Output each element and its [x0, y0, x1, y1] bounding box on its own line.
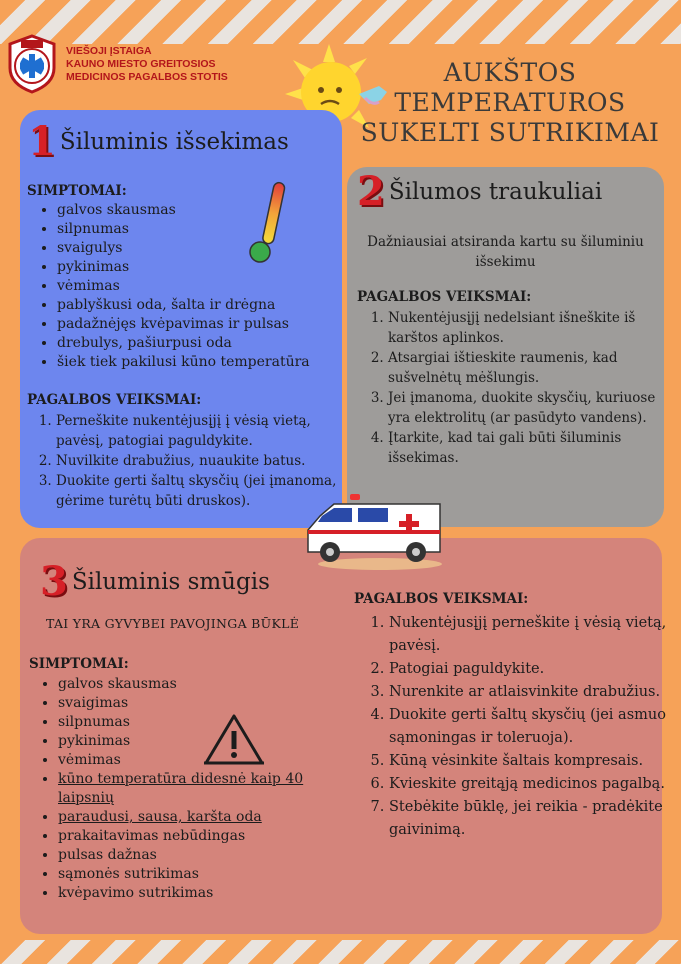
list-item: • silpnumas — [58, 713, 348, 732]
list-item: • padažnėjęs kvėpavimas ir pulsas — [57, 315, 310, 334]
list-item: • svaigulys — [57, 239, 310, 258]
section-2-note: Dažniausiai atsiranda kartu su šiluminiu išsekimu — [367, 234, 644, 270]
section-3-danger-note: TAI YRA GYVYBEI PAVOJINGA BŪKLĖ — [46, 616, 300, 631]
section-1-symptoms-list — [37, 201, 310, 372]
section-3-heading — [40, 558, 270, 605]
list-item: 1. Nukentėjusįjį nedelsiant išneškite iš karštos aplinkos. — [388, 308, 674, 348]
section-2-number: 2 — [357, 168, 385, 215]
section-3-symptoms-label: SIMPTOMAI: — [29, 656, 129, 672]
list-item: • svaigimas — [58, 694, 348, 713]
section-1-symptoms-label: SIMPTOMAI: — [27, 183, 127, 199]
section-2-heading — [357, 168, 603, 215]
org-line-1: VIEŠOJI ĮSTAIGA — [66, 44, 152, 57]
list-item: 6. Kvieskite greitąją medicinos pagalbą. — [389, 773, 671, 796]
ambulance-icon — [300, 490, 446, 572]
list-item: • drebulys, pašiurpusi oda — [57, 334, 310, 353]
title-line-3: SUKELTI SUTRIKIMAI — [360, 118, 660, 147]
list-item: 2. Atsargiai ištieskite raumenis, kad sušvelnėtų mėšlungis. — [388, 348, 674, 388]
list-item: • pulsas dažnas — [58, 846, 348, 865]
ambulance-station-logo-icon — [6, 34, 58, 94]
list-item: • galvos skausmas — [58, 675, 348, 694]
list-item: • kvėpavimo sutrikimas — [58, 884, 348, 903]
list-item: 3. Jei įmanoma, duokite skysčių, kuriuose yra elektrolitų (ar pasūdyto vandens). — [388, 388, 674, 428]
organization-header — [6, 34, 228, 94]
title-line-1: AUKŠTOS — [443, 58, 577, 87]
section-3-actions-list — [369, 612, 671, 842]
list-item: 1. Perneškite nukentėjusįjį į vėsią vietą, pavėsį, patogiai paguldykite. — [56, 411, 352, 451]
list-item: • prakaitavimas nebūdingas — [58, 827, 348, 846]
section-1-actions-label: PAGALBOS VEIKSMAI: — [27, 392, 202, 408]
list-item: 7. Stebėkite būklę, jei reikia - pradėkite gaivinimą. — [389, 796, 671, 842]
list-item: • paraudusi, sausa, karšta oda — [58, 808, 348, 827]
section-3-actions-label: PAGALBOS VEIKSMAI: — [354, 591, 529, 607]
list-item: • sąmonės sutrikimas — [58, 865, 348, 884]
list-item: • galvos skausmas — [57, 201, 310, 220]
list-item: • silpnumas — [57, 220, 310, 239]
section-3-title: Šiluminis smūgis — [71, 569, 270, 595]
list-item: • pykinimas — [57, 258, 310, 277]
section-1-number: 1 — [28, 118, 56, 165]
list-item: 4. Įtarkite, kad tai gali būti šiluminis išsekimas. — [388, 428, 674, 468]
section-3-symptoms-list — [38, 675, 348, 903]
list-item: 2. Patogiai paguldykite. — [389, 658, 671, 681]
list-item: • vėmimas — [57, 277, 310, 296]
list-item: • kūno temperatūra didesnė kaip 40 laipsnių — [58, 770, 348, 808]
list-item: 4. Duokite gerti šaltų skysčių (jei asmuo sąmoningas ir toleruoja). — [389, 704, 671, 750]
warning-icon — [203, 713, 265, 767]
main-title — [345, 58, 675, 148]
list-item: 5. Kūną vėsinkite šaltais kompresais. — [389, 750, 671, 773]
org-line-2: KAUNO MIESTO GREITOSIOS — [66, 57, 216, 70]
list-item: • šiek tiek pakilusi kūno temperatūra — [57, 353, 310, 372]
section-1-heading — [28, 118, 289, 165]
bottom-stripe-border — [0, 940, 681, 964]
list-item: • vėmimas — [58, 751, 348, 770]
list-item: 3. Nurenkite ar atlaisvinkite drabužius. — [389, 681, 671, 704]
section-2-actions-label: PAGALBOS VEIKSMAI: — [357, 289, 532, 305]
list-item: 3. Duokite gerti šaltų skysčių (jei įmanoma, gėrime turėtų būti druskos). — [56, 471, 352, 511]
title-line-2: TEMPERATUROS — [394, 88, 626, 117]
section-2-actions-list — [368, 308, 674, 468]
org-line-3: MEDICINOS PAGALBOS STOTIS — [66, 70, 228, 83]
section-2-title: Šilumos traukuliai — [388, 179, 603, 205]
list-item: 2. Nuvilkite drabužius, nuaukite batus. — [56, 451, 352, 471]
section-1-title: Šiluminis išsekimas — [59, 129, 289, 155]
list-item: 1. Nukentėjusįjį perneškite į vėsią vietą, pavėsį. — [389, 612, 671, 658]
list-item: • pykinimas — [58, 732, 348, 751]
section-3-number: 3 — [40, 558, 68, 605]
list-item: • pablyškusi oda, šalta ir drėgna — [57, 296, 310, 315]
